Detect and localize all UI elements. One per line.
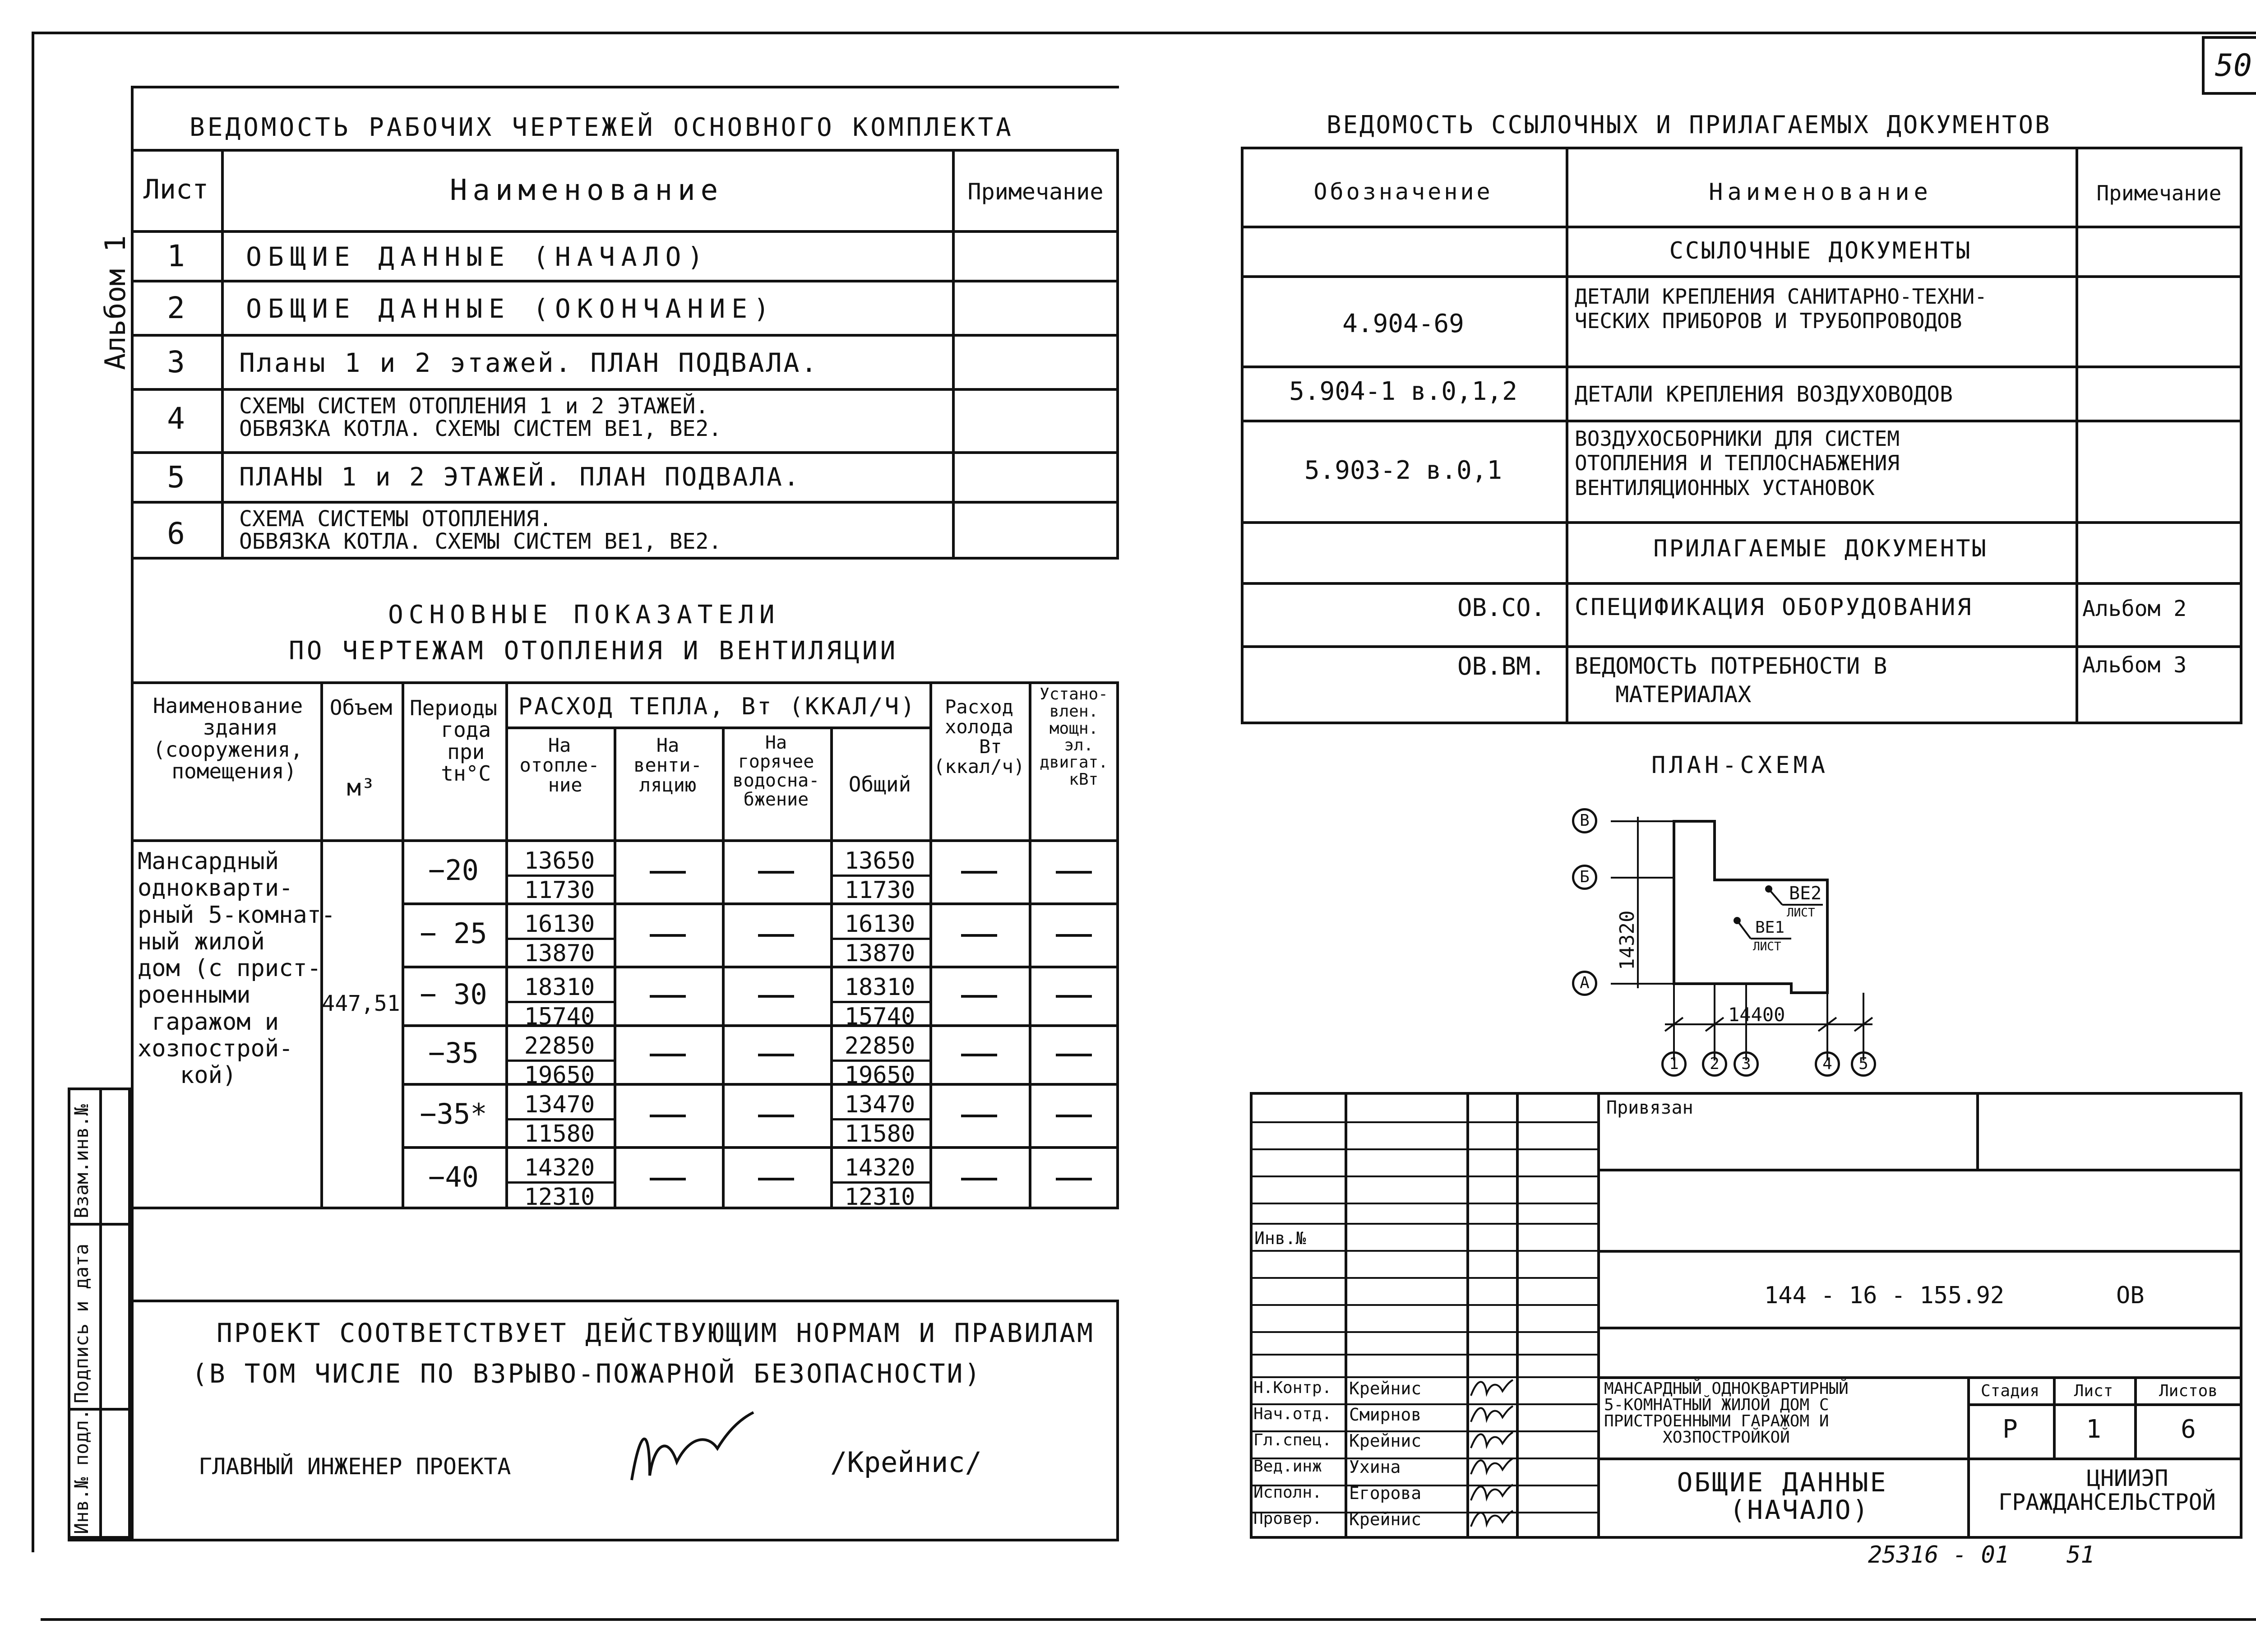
doc-mark: ОВ	[2116, 1282, 2145, 1309]
h-heat-vent: На венти- ляцию	[633, 734, 702, 796]
engineer-name: /Крейнис/	[830, 1446, 982, 1479]
h-volume-unit: м³	[347, 774, 375, 801]
ref-name: ВЕДОМОСТЬ ПОТРЕБНОСТИ В МАТЕРИАЛАХ	[1575, 653, 1887, 708]
total-w: 13650	[830, 847, 929, 877]
row-name: СХЕМА СИСТЕМЫ ОТОПЛЕНИЯ. ОБВЯЗКА КОТЛА. СХЕМЫ СИСТЕМ ВЕ1, ВЕ2.	[239, 506, 722, 555]
empty-dash	[650, 1178, 686, 1180]
grid-line	[1250, 1331, 1597, 1333]
role-label: Нач.отд.	[1253, 1405, 1332, 1423]
stage-label: Стадия	[1980, 1382, 2040, 1400]
heat-heating-value	[505, 911, 614, 967]
total-w: 14320	[830, 1154, 929, 1184]
left-top	[131, 86, 1119, 88]
heat-total-value	[830, 974, 929, 1030]
ref-code: 5.903-2 в.0,1	[1304, 456, 1502, 485]
h-building: Наименование здания (сооружения, помещения)	[153, 694, 303, 783]
total-kcal: 11580	[844, 1120, 915, 1148]
attached-label: Привязан	[1606, 1097, 1693, 1118]
ref-code: 4.904-69	[1342, 309, 1464, 338]
signature-icon	[1469, 1506, 1514, 1533]
refs-list-title: ВЕДОМОСТЬ ССЫЛОЧНЫХ И ПРИЛАГАЕМЫХ ДОКУМЕНТОВ	[1327, 111, 2052, 139]
period-value: −20	[428, 854, 479, 887]
total-kcal: 19650	[844, 1062, 915, 1089]
frame-top	[32, 32, 2256, 34]
empty-dash	[1056, 934, 1092, 937]
indicators-subtitle: ПО ЧЕРТЕЖАМ ОТОПЛЕНИЯ И ВЕНТИЛЯЦИИ	[289, 636, 898, 666]
grid-line	[1250, 1376, 1597, 1378]
period-value: − 30	[420, 978, 487, 1011]
refs-col-note: Примечание	[2096, 181, 2222, 205]
compliance-line2: (В ТОМ ЧИСЛЕ ПО ВЗРЫВО-ПОЖАРНОЙ БЕЗОПАСНОСТИ)	[192, 1358, 982, 1389]
heat-heating-value	[505, 974, 614, 1030]
plan-title: ПЛАН-СХЕМА	[1651, 752, 1829, 779]
row-name: СХЕМЫ СИСТЕМ ОТОПЛЕНИЯ 1 и 2 ЭТАЖЕЙ. ОБВЯЗКА КОТЛА. СХЕМЫ СИСТЕМ ВЕ1, ВЕ2.	[239, 393, 722, 442]
grid-line	[1250, 1277, 1597, 1279]
row-name: ОБЩИЕ ДАННЫЕ (ОКОНЧАНИЕ)	[246, 293, 776, 324]
total-kcal: 12310	[844, 1184, 915, 1211]
heat-kcal: 12310	[524, 1184, 595, 1211]
compliance-line1: ПРОЕКТ СООТВЕТСТВУЕТ ДЕЙСТВУЮЩИМ НОРМАМ И ПРАВИЛАМ	[217, 1318, 1095, 1348]
role-name: Крейнис	[1349, 1379, 1422, 1398]
footer-code: 25316 - 01	[1868, 1541, 2010, 1569]
heat-kcal: 11580	[524, 1120, 595, 1148]
period-value: −35	[428, 1037, 479, 1069]
total-w: 16130	[830, 911, 929, 940]
ref-name: ДЕТАЛИ КРЕПЛЕНИЯ ВОЗДУХОВОДОВ	[1575, 382, 1953, 407]
empty-dash	[650, 1115, 686, 1117]
doc-code: 144 - 16 - 155.92	[1764, 1282, 2005, 1309]
signature-icon	[1469, 1402, 1514, 1429]
heat-kcal: 19650	[524, 1062, 595, 1089]
empty-dash	[650, 995, 686, 998]
engineer-signature-icon	[623, 1408, 758, 1498]
empty-dash	[758, 1115, 794, 1117]
page-number: 50	[2215, 48, 2252, 83]
total-w: 13470	[830, 1091, 929, 1120]
role-name: Смирнов	[1349, 1405, 1422, 1425]
axis-marker: 2	[1702, 1051, 1727, 1077]
ref-name: ДЕТАЛИ КРЕПЛЕНИЯ САНИТАРНО-ТЕХНИ- ЧЕСКИХ ПРИБОРОВ И ТРУБОПРОВОДОВ	[1575, 284, 1987, 333]
empty-dash	[758, 1054, 794, 1056]
empty-dash	[961, 1115, 997, 1117]
empty-dash	[758, 1178, 794, 1180]
frame-left	[32, 32, 34, 1552]
grid-line	[1250, 1250, 1597, 1252]
heat-w: 13650	[505, 847, 614, 877]
total-kcal: 11730	[844, 877, 915, 904]
ve2-sheet: ЛИСТ	[1787, 906, 1815, 920]
heat-total-value	[830, 1154, 929, 1211]
axis-marker: А	[1572, 971, 1597, 996]
col-name: Наименование	[449, 174, 724, 207]
heat-heating-value	[505, 1091, 614, 1148]
empty-dash	[1056, 871, 1092, 874]
building-name: Мансардный однокварти- рный 5-комнат- ный жилой дом (с прист- роенными гаражом и хозпострой- кой)	[138, 848, 336, 1089]
heat-w: 14320	[505, 1154, 614, 1184]
heat-w: 16130	[505, 911, 614, 940]
grid-line	[1250, 1223, 1597, 1225]
engineer-label: ГЛАВНЫЙ ИНЖЕНЕР ПРОЕКТА	[199, 1453, 511, 1480]
indicators-title: ОСНОВНЫЕ ПОКАЗАТЕЛИ	[388, 600, 780, 629]
drawings-list-title: ВЕДОМОСТЬ РАБОЧИХ ЧЕРТЕЖЕЙ ОСНОВНОГО КОМПЛЕКТА	[190, 113, 1014, 142]
heat-heating-value	[505, 1032, 614, 1089]
organization: ЦНИИЭП ГРАЖДАНСЕЛЬСТРОЙ	[1998, 1465, 2216, 1515]
total-w: 18310	[830, 974, 929, 1003]
empty-dash	[758, 934, 794, 937]
role-label: Провер.	[1253, 1509, 1322, 1528]
role-name: Ухина	[1349, 1457, 1401, 1477]
axis-marker: Б	[1572, 865, 1597, 890]
refs-section-ref: ССЫЛОЧНЫЕ ДОКУМЕНТЫ	[1669, 237, 1972, 264]
grid-line	[1250, 1304, 1597, 1306]
row-sheet: 6	[167, 516, 185, 551]
grid-line	[1250, 1148, 1597, 1150]
h-heat-heating: На отопле- ние	[519, 734, 600, 796]
ref-note: Альбом 3	[2082, 652, 2187, 678]
ve1-label: ВЕ1	[1755, 918, 1785, 937]
row-sheet: 2	[167, 291, 185, 325]
signature-icon	[1469, 1428, 1514, 1455]
empty-dash	[961, 871, 997, 874]
axis-marker: 4	[1815, 1051, 1840, 1077]
empty-dash	[1056, 1178, 1092, 1180]
heat-total-value	[830, 1032, 929, 1089]
row-name: ОБЩИЕ ДАННЫЕ (НАЧАЛО)	[246, 241, 710, 272]
row-sheet: 4	[167, 401, 185, 436]
sheet-label: Лист	[2074, 1382, 2113, 1400]
period-value: −40	[428, 1161, 479, 1194]
ref-code: ОВ.ВМ.	[1457, 652, 1546, 680]
inv-label: Инв.№	[1254, 1228, 1306, 1248]
stage-value: Р	[2002, 1415, 2018, 1444]
ref-note: Альбом 2	[2082, 596, 2187, 621]
inv-orig-label: Инв.№ подл.	[70, 1408, 92, 1534]
role-label: Н.Контр.	[1253, 1379, 1332, 1397]
ref-name: СПЕЦИФИКАЦИЯ ОБОРУДОВАНИЯ	[1575, 594, 1973, 621]
role-name: Крейнис	[1349, 1509, 1422, 1529]
empty-dash	[650, 934, 686, 937]
dim-horizontal: 14400	[1728, 1004, 1785, 1026]
refs-col-code: Обозначение	[1313, 179, 1493, 205]
sheet-value: 1	[2086, 1415, 2101, 1444]
grid-line	[1250, 1175, 1597, 1177]
heat-w: 13470	[505, 1091, 614, 1120]
total-kcal: 13870	[844, 940, 915, 967]
empty-dash	[1056, 1115, 1092, 1117]
refs-section-att: ПРИЛАГАЕМЫЕ ДОКУМЕНТЫ	[1653, 535, 1988, 562]
frame-bottom	[41, 1618, 2256, 1621]
axis-marker: В	[1572, 808, 1597, 833]
period-value: − 25	[420, 917, 487, 950]
ref-code: ОВ.СО.	[1457, 593, 1546, 622]
role-name: Егорова	[1349, 1483, 1422, 1503]
heat-kcal: 15740	[524, 1003, 595, 1030]
album-label: Альбом 1	[99, 235, 132, 370]
heat-w: 18310	[505, 974, 614, 1003]
empty-dash	[1056, 995, 1092, 998]
role-label: Вед.инж	[1253, 1457, 1322, 1476]
doc-title: ОБЩИЕ ДАННЫЕ (НАЧАЛО)	[1677, 1467, 1888, 1525]
axis-marker: 1	[1661, 1051, 1687, 1077]
ve1-sheet: ЛИСТ	[1753, 940, 1781, 953]
grid-line	[1250, 1121, 1597, 1123]
h-heat-total: Общий	[848, 772, 911, 796]
axis-marker: 3	[1734, 1051, 1759, 1077]
empty-dash	[1056, 1054, 1092, 1056]
signature-icon	[1469, 1375, 1514, 1402]
grid-line	[1250, 1203, 1597, 1204]
plan-scheme-diagram	[1557, 799, 1900, 1097]
empty-dash	[758, 871, 794, 874]
sheets-value: 6	[2181, 1415, 2196, 1444]
project-name: МАНСАРДНЫЙ ОДНОКВАРТИРНЫЙ 5-КОМНАТНЫЙ ЖИЛОЙ ДОМ С ПРИСТРОЕННЫМИ ГАРАЖОМ И ХОЗПОСТРОЙКОЙ	[1604, 1379, 1849, 1447]
row-sheet: 1	[167, 239, 185, 273]
empty-dash	[961, 934, 997, 937]
heat-total-value	[830, 847, 929, 904]
h-period: Периоды года при tн°С	[410, 696, 497, 786]
role-name: Крейнис	[1349, 1431, 1422, 1451]
ve2-label: ВЕ2	[1789, 883, 1822, 904]
heat-total-value	[830, 911, 929, 967]
heat-total-value	[830, 1091, 929, 1148]
ref-code: 5.904-1 в.0,1,2	[1289, 377, 1517, 406]
sheets-label: Листов	[2159, 1382, 2218, 1400]
empty-dash	[650, 1054, 686, 1056]
ref-name: ВОЗДУХОСБОРНИКИ ДЛЯ СИСТЕМ ОТОПЛЕНИЯ И ТЕПЛОСНАБЖЕНИЯ ВЕНТИЛЯЦИОННЫХ УСТАНОВОК	[1575, 426, 1900, 500]
empty-dash	[961, 1178, 997, 1180]
period-value: −35*	[420, 1097, 487, 1130]
axis-marker: 5	[1851, 1051, 1876, 1077]
h-heat-water: На горячее водосна- бжение	[732, 732, 820, 810]
heat-heating-value	[505, 1154, 614, 1211]
h-motor: Устано- влен. мощн. эл. двигат. кВт	[1040, 685, 1108, 789]
role-label: Гл.спец.	[1253, 1431, 1332, 1449]
heat-kcal: 11730	[524, 877, 595, 904]
col-note: Примечание	[967, 179, 1104, 205]
replace-inv-label: Взам.инв.№	[70, 1104, 92, 1218]
heat-w: 22850	[505, 1032, 614, 1062]
total-kcal: 15740	[844, 1003, 915, 1030]
heat-kcal: 13870	[524, 940, 595, 967]
empty-dash	[758, 995, 794, 998]
row-name: Планы 1 и 2 этажей. ПЛАН ПОДВАЛА.	[239, 347, 819, 378]
row-sheet: 3	[167, 345, 185, 379]
empty-dash	[961, 1054, 997, 1056]
volume-value: 447,51	[322, 991, 400, 1016]
heat-heating-value	[505, 847, 614, 904]
row-name: ПЛАНЫ 1 и 2 ЭТАЖЕЙ. ПЛАН ПОДВАЛА.	[239, 463, 801, 492]
h-heat: РАСХОД ТЕПЛА, Вт (ККАЛ/Ч)	[518, 693, 917, 720]
footer-page: 51	[2066, 1541, 2095, 1569]
signature-icon	[1469, 1480, 1514, 1507]
row-sheet: 5	[167, 460, 185, 495]
refs-col-name: Наименование	[1709, 179, 1932, 206]
total-w: 22850	[830, 1032, 929, 1062]
empty-dash	[961, 995, 997, 998]
dim-vertical: 14320	[1616, 910, 1639, 970]
col-sheet: Лист	[143, 174, 209, 205]
empty-dash	[650, 871, 686, 874]
role-label: Исполн.	[1253, 1483, 1322, 1502]
sign-date-label: Подпись и дата	[70, 1243, 92, 1403]
h-cold: Расход холода Вт (ккал/ч)	[933, 696, 1025, 778]
signature-icon	[1469, 1454, 1514, 1481]
grid-line	[1250, 1354, 1597, 1356]
h-volume: Объем	[329, 695, 393, 720]
